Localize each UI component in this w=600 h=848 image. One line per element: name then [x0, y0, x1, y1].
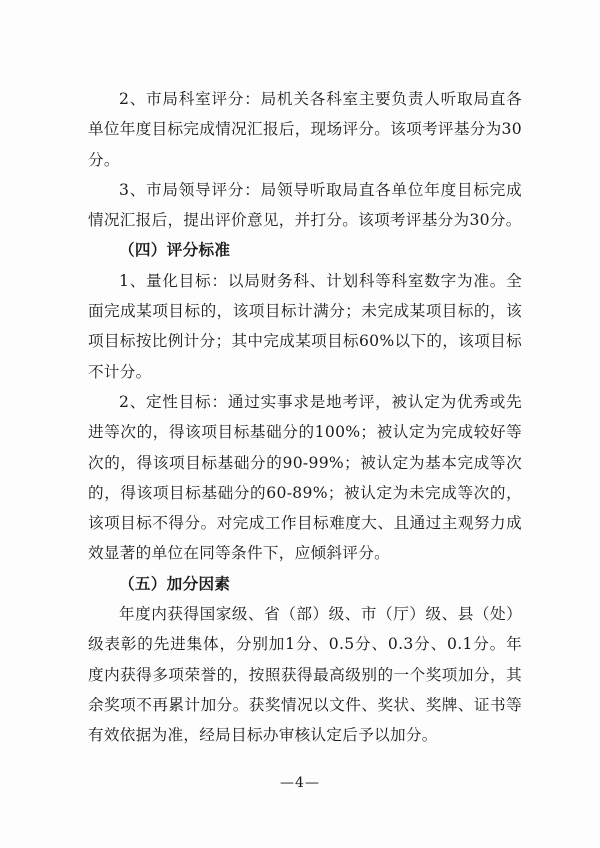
- section-heading-scoring-standards: （四）评分标准: [119, 241, 231, 260]
- document-body: [88, 84, 522, 751]
- paragraph-bonus-points: 年度内获得国家级、省（部）级、市（厅）级、县（处）级表彰的先进集体，分别加1分、0.5分、0.3分、0.1分。年度内获得多项荣誉的，按照获得最高级别的一个奖项加分，其余奖项不再累计加分。获奖情况以文件、奖状、奖牌、证书等有效依据为准，经局目标办审核认定后予以加分。: [88, 605, 522, 745]
- paragraph-quantitative-targets: 1、量化目标：以局财务科、计划科等科室数字为准。全面完成某项目标的，该项目标计满分；未完成某项目标的，该项目标按比例计分；其中完成某项目标60%以下的，该项目标不计分。: [88, 271, 522, 381]
- page-number: —4—: [280, 775, 320, 791]
- paragraph-department-scoring: 2、市局科室评分：局机关各科室主要负责人听取局直各单位年度目标完成情况汇报后，现场评分。该项考评基分为30分。: [88, 90, 522, 169]
- paragraph-qualitative-targets: 2、定性目标：通过实事求是地考评，被认定为优秀或先进等次的，得该项目标基础分的100%；被认定为完成较好等次的，得该项目标基础分的90-99%；被认定为基本完成等次的，得该项目标基础分的60-89%；被认定为未完成等次的，该项目标不得分。对完成工作目标难度大、且通过主观努力成效显著的单位在同等条件下，应倾斜评分。: [88, 392, 522, 563]
- paragraph-leadership-scoring: 3、市局领导评分：局领导听取局直各单位年度目标完成情况汇报后，提出评价意见，并打分。该项考评基分为30分。: [88, 180, 522, 230]
- section-heading-bonus-factors: （五）加分因素: [119, 574, 231, 593]
